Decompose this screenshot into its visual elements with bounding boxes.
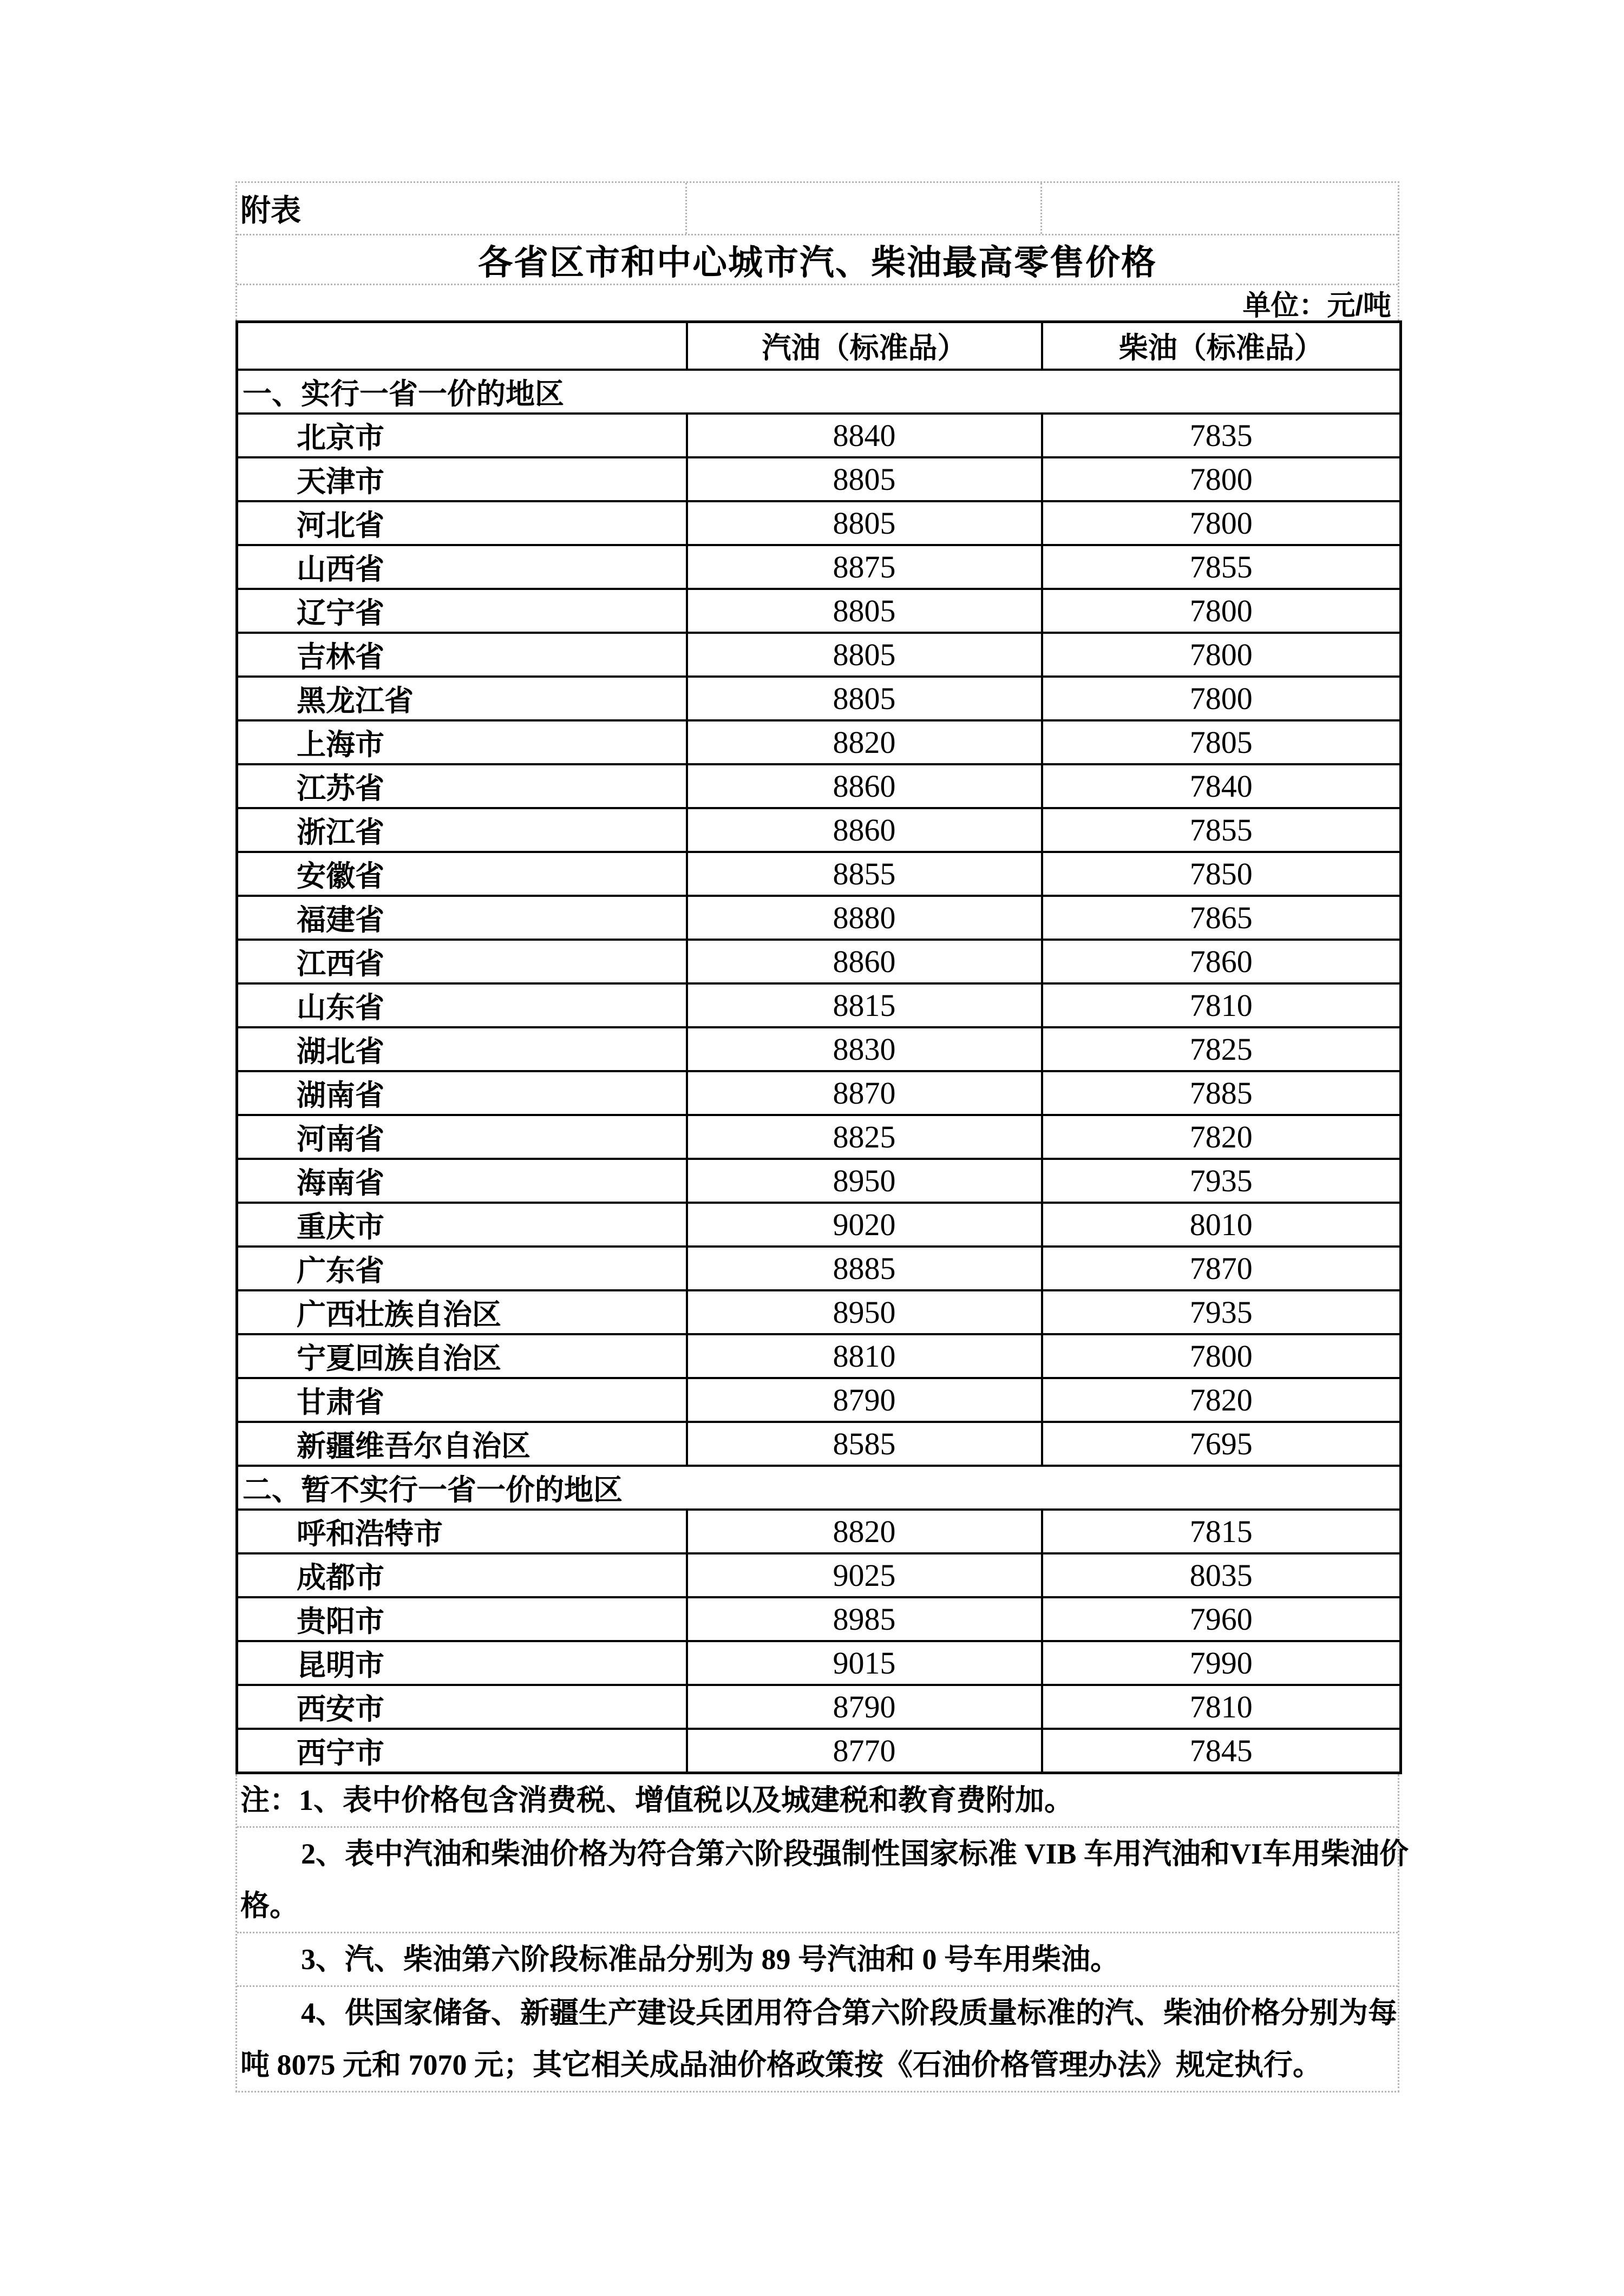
- region-cell: 辽宁省: [237, 589, 687, 633]
- region-cell: 湖南省: [237, 1071, 687, 1115]
- table-row: [237, 633, 1401, 677]
- gasoline-price-cell: 8950: [687, 1290, 1042, 1334]
- table-row: [237, 1027, 1401, 1071]
- diesel-price-cell: 7960: [1042, 1597, 1401, 1641]
- table-row: [237, 1071, 1401, 1115]
- region-cell: 上海市: [237, 720, 687, 764]
- diesel-price-cell: 8035: [1042, 1553, 1401, 1597]
- diesel-price-cell: 7815: [1042, 1510, 1401, 1553]
- table-row: [237, 808, 1401, 852]
- section-header-row: [237, 370, 1401, 414]
- empty-cell: [685, 183, 1040, 234]
- gasoline-price-cell: 8820: [687, 720, 1042, 764]
- diesel-column-header: 柴油（标准品）: [1042, 322, 1401, 370]
- table-row: [237, 1247, 1401, 1290]
- gasoline-price-cell: 8860: [687, 764, 1042, 808]
- section-header-row: [237, 1466, 1401, 1510]
- table-row: [237, 1159, 1401, 1203]
- notes-block: [235, 1774, 1409, 2092]
- note-line: 格。: [240, 1889, 299, 1922]
- gasoline-price-cell: 8860: [687, 808, 1042, 852]
- gasoline-price-cell: 8875: [687, 545, 1042, 589]
- table-row: [237, 1203, 1401, 1247]
- region-cell: 山西省: [237, 545, 687, 589]
- region-cell: 甘肃省: [237, 1378, 687, 1422]
- table-row: [237, 1422, 1401, 1466]
- diesel-price-cell: 7695: [1042, 1422, 1401, 1466]
- region-cell: 江苏省: [237, 764, 687, 808]
- table-row: [237, 1115, 1401, 1159]
- note-line: 3、汽、柴油第六阶段标准品分别为 89 号汽油和 0 号车用柴油。: [301, 1943, 1119, 1976]
- gasoline-price-cell: 8805: [687, 677, 1042, 720]
- diesel-price-cell: 7935: [1042, 1159, 1401, 1203]
- region-cell: 山东省: [237, 983, 687, 1027]
- region-cell: 宁夏回族自治区: [237, 1334, 687, 1378]
- gasoline-price-cell: 8770: [687, 1729, 1042, 1773]
- region-cell: 江西省: [237, 940, 687, 983]
- attachment-label: 附表: [240, 193, 301, 227]
- table-row: [237, 983, 1401, 1027]
- diesel-price-cell: 7870: [1042, 1247, 1401, 1290]
- table-header-row: [237, 322, 1401, 370]
- table-row: [237, 1510, 1401, 1553]
- table-row: [237, 1334, 1401, 1378]
- diesel-price-cell: 7865: [1042, 896, 1401, 940]
- note-row: [237, 1933, 1398, 1987]
- note-row: [237, 1774, 1398, 1828]
- region-cell: 河北省: [237, 501, 687, 545]
- table-row: [237, 1290, 1401, 1334]
- diesel-price-cell: 7860: [1042, 940, 1401, 983]
- region-cell: 天津市: [237, 457, 687, 501]
- table-row: [237, 852, 1401, 896]
- gasoline-price-cell: 8805: [687, 457, 1042, 501]
- diesel-price-cell: 7855: [1042, 545, 1401, 589]
- diesel-price-cell: 7800: [1042, 589, 1401, 633]
- gasoline-price-cell: 8950: [687, 1159, 1042, 1203]
- region-cell: 呼和浩特市: [237, 1510, 687, 1553]
- diesel-price-cell: 7800: [1042, 457, 1401, 501]
- region-cell: 成都市: [237, 1553, 687, 1597]
- unit-label: 单位：元/吨: [237, 284, 1398, 320]
- table-row: [237, 1597, 1401, 1641]
- gasoline-column-header: 汽油（标准品）: [687, 322, 1042, 370]
- gasoline-price-cell: 8985: [687, 1597, 1042, 1641]
- table-row: [237, 414, 1401, 457]
- region-cell: 昆明市: [237, 1641, 687, 1685]
- region-cell: 河南省: [237, 1115, 687, 1159]
- table-row: [237, 501, 1401, 545]
- diesel-price-cell: 7845: [1042, 1729, 1401, 1773]
- gasoline-price-cell: 8825: [687, 1115, 1042, 1159]
- gasoline-price-cell: 8870: [687, 1071, 1042, 1115]
- diesel-price-cell: 7805: [1042, 720, 1401, 764]
- region-cell: 广东省: [237, 1247, 687, 1290]
- diesel-price-cell: 7990: [1042, 1641, 1401, 1685]
- region-cell: 湖北省: [237, 1027, 687, 1071]
- gasoline-price-cell: 8815: [687, 983, 1042, 1027]
- table-row: [237, 677, 1401, 720]
- table-heading-block: [235, 181, 1399, 320]
- diesel-price-cell: 7885: [1042, 1071, 1401, 1115]
- diesel-price-cell: 7840: [1042, 764, 1401, 808]
- table-row: [237, 1553, 1401, 1597]
- gasoline-price-cell: 8585: [687, 1422, 1042, 1466]
- note-row: [237, 1828, 1409, 1933]
- gasoline-price-cell: 8805: [687, 501, 1042, 545]
- gasoline-price-cell: 8810: [687, 1334, 1042, 1378]
- gasoline-price-cell: 8790: [687, 1378, 1042, 1422]
- region-cell: 西宁市: [237, 1729, 687, 1773]
- gasoline-price-cell: 8880: [687, 896, 1042, 940]
- region-cell: 浙江省: [237, 808, 687, 852]
- gasoline-price-cell: 8830: [687, 1027, 1042, 1071]
- gasoline-price-cell: 9015: [687, 1641, 1042, 1685]
- page-title: 各省区市和中心城市汽、柴油最高零售价格: [237, 234, 1398, 284]
- diesel-price-cell: 7810: [1042, 983, 1401, 1027]
- table-row: [237, 589, 1401, 633]
- note-row: [237, 1987, 1398, 2091]
- note-line: 注：1、表中价格包含消费税、增值税以及城建税和教育费附加。: [240, 1783, 1073, 1816]
- table-row: [237, 1378, 1401, 1422]
- diesel-price-cell: 7835: [1042, 414, 1401, 457]
- note-line: 4、供国家储备、新疆生产建设兵团用符合第六阶段质量标准的汽、柴油价格分别为每: [301, 1996, 1397, 2029]
- region-cell: 重庆市: [237, 1203, 687, 1247]
- table-row: [237, 720, 1401, 764]
- diesel-price-cell: 7820: [1042, 1115, 1401, 1159]
- region-cell: 吉林省: [237, 633, 687, 677]
- gasoline-price-cell: 8855: [687, 852, 1042, 896]
- note-line: 吨 8075 元和 7070 元；其它相关成品油价格政策按《石油价格管理办法》规定执行。: [240, 2048, 1322, 2081]
- region-cell: 海南省: [237, 1159, 687, 1203]
- diesel-price-cell: 7800: [1042, 633, 1401, 677]
- diesel-price-cell: 7850: [1042, 852, 1401, 896]
- gasoline-price-cell: 9025: [687, 1553, 1042, 1597]
- table-row: [237, 764, 1401, 808]
- diesel-price-cell: 7800: [1042, 1334, 1401, 1378]
- table-row: [237, 457, 1401, 501]
- region-cell: 新疆维吾尔自治区: [237, 1422, 687, 1466]
- region-cell: 北京市: [237, 414, 687, 457]
- gasoline-price-cell: 8840: [687, 414, 1042, 457]
- price-table: [235, 320, 1402, 1774]
- attachment-cell: [237, 183, 685, 234]
- table-row: [237, 545, 1401, 589]
- table-row: [237, 1729, 1401, 1773]
- table-row: [237, 1641, 1401, 1685]
- diesel-price-cell: 8010: [1042, 1203, 1401, 1247]
- gasoline-price-cell: 9020: [687, 1203, 1042, 1247]
- gasoline-price-cell: 8885: [687, 1247, 1042, 1290]
- region-cell: 广西壮族自治区: [237, 1290, 687, 1334]
- region-cell: 安徽省: [237, 852, 687, 896]
- diesel-price-cell: 7810: [1042, 1685, 1401, 1729]
- region-cell: 福建省: [237, 896, 687, 940]
- table-row: [237, 896, 1401, 940]
- gasoline-price-cell: 8860: [687, 940, 1042, 983]
- note-line: 2、表中汽油和柴油价格为符合第六阶段强制性国家标准 VIB 车用汽油和VI车用柴油价: [301, 1837, 1409, 1870]
- table-row: [237, 1685, 1401, 1729]
- diesel-price-cell: 7825: [1042, 1027, 1401, 1071]
- gasoline-price-cell: 8805: [687, 589, 1042, 633]
- region-cell: 贵阳市: [237, 1597, 687, 1641]
- section-header: 二、暂不实行一省一价的地区: [237, 1466, 1401, 1510]
- region-column-header: [237, 322, 687, 370]
- diesel-price-cell: 7800: [1042, 501, 1401, 545]
- diesel-price-cell: 7855: [1042, 808, 1401, 852]
- diesel-price-cell: 7820: [1042, 1378, 1401, 1422]
- price-sheet: [235, 181, 1409, 2092]
- gasoline-price-cell: 8790: [687, 1685, 1042, 1729]
- empty-cell: [1040, 183, 1398, 234]
- gasoline-price-cell: 8820: [687, 1510, 1042, 1553]
- region-cell: 西安市: [237, 1685, 687, 1729]
- diesel-price-cell: 7935: [1042, 1290, 1401, 1334]
- table-body: [237, 370, 1401, 1773]
- table-row: [237, 940, 1401, 983]
- section-header: 一、实行一省一价的地区: [237, 370, 1401, 414]
- gasoline-price-cell: 8805: [687, 633, 1042, 677]
- region-cell: 黑龙江省: [237, 677, 687, 720]
- diesel-price-cell: 7800: [1042, 677, 1401, 720]
- attachment-row: [237, 183, 1398, 234]
